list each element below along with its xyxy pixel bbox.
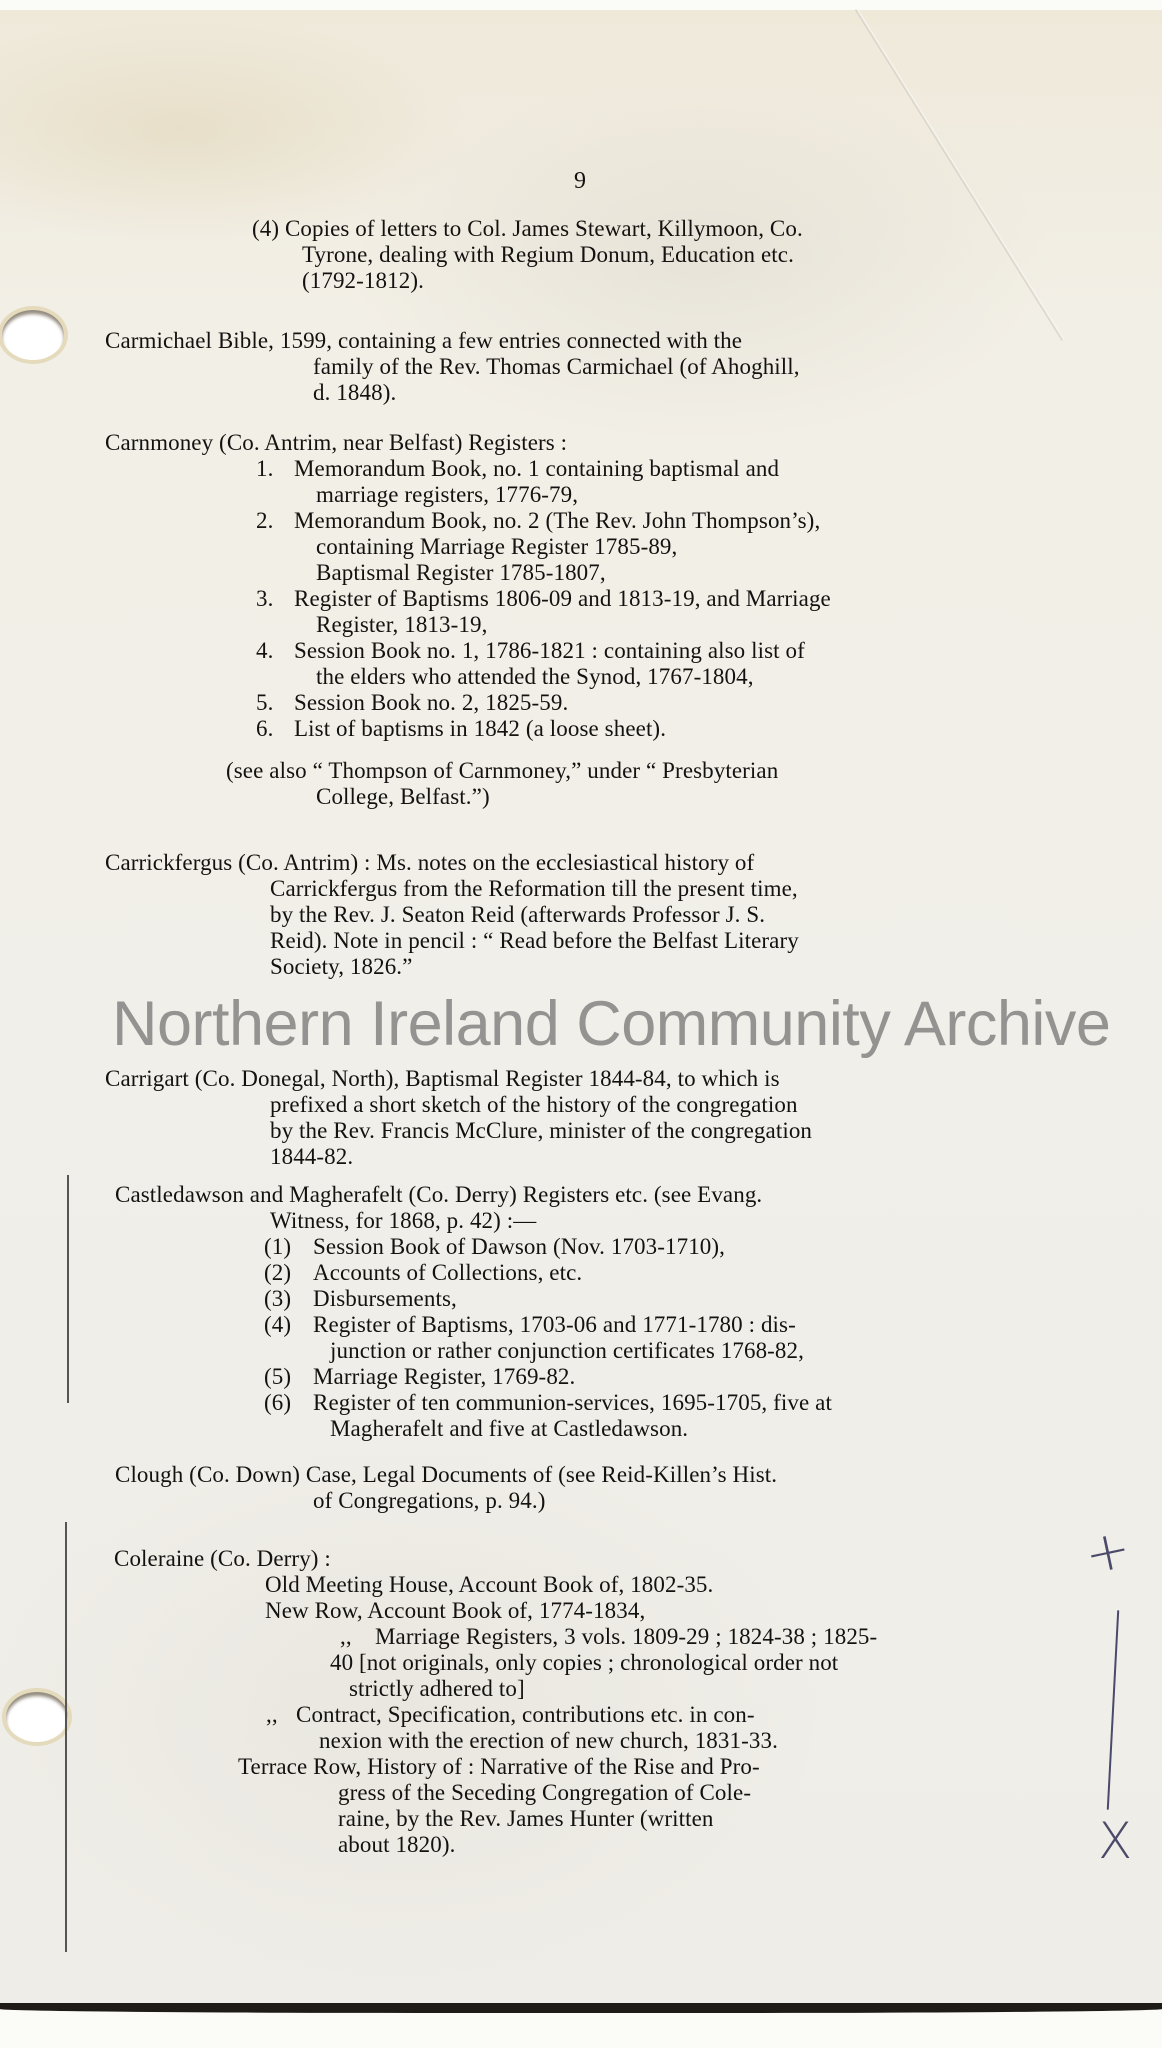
coleraine-ditto-mark: ,, <box>266 1702 278 1727</box>
coleraine-terrace-row-line: raine, by the Rev. James Hunter (written <box>338 1806 714 1831</box>
coleraine-ditto-mark: ,, <box>340 1624 352 1649</box>
entry-stewart-line-3: (1792-1812). <box>302 268 424 293</box>
carnmoney-item-line: marriage registers, 1776-79, <box>316 482 579 507</box>
coleraine-terrace-row-line: about 1820). <box>338 1832 456 1857</box>
castledawson-item-line: Register of ten communion-services, 1695-1705, five at <box>313 1390 832 1415</box>
entry-carrigart-line-1: Carrigart (Co. Donegal, North), Baptismal Register 1844-84, to which is <box>105 1066 780 1091</box>
entry-carrigart-line-3: by the Rev. Francis McClure, minister of the congregation <box>270 1118 813 1143</box>
entry-clough-line-1: Clough (Co. Down) Case, Legal Documents of (see Reid-Killen’s Hist. <box>115 1462 778 1487</box>
entry-coleraine-heading: Coleraine (Co. Derry) : <box>114 1546 331 1571</box>
entry-castledawson-heading-2: Witness, for 1868, p. 42) :— <box>270 1208 537 1233</box>
castledawson-item-num: (2) <box>264 1260 292 1285</box>
coleraine-contract-line: Contract, Specification, contributions etc. in con- <box>296 1702 755 1727</box>
entry-carrigart-line-2: prefixed a short sketch of the history of the congregation <box>270 1092 798 1117</box>
document-page <box>0 10 1162 2005</box>
coleraine-old-meeting: Old Meeting House, Account Book of, 1802-35. <box>265 1572 714 1597</box>
carnmoney-item-line: Session Book no. 2, 1825-59. <box>294 690 569 715</box>
entry-castledawson-heading-1: Castledawson and Magherafelt (Co. Derry) Registers etc. (see Evang. <box>115 1182 763 1207</box>
castledawson-item-line: Marriage Register, 1769-82. <box>313 1364 576 1389</box>
entry-carmichael-line-1: Carmichael Bible, 1599, containing a few entries connected with the <box>105 328 743 353</box>
coleraine-marriage-line: 40 [not originals, only copies ; chronological order not <box>330 1650 839 1675</box>
castledawson-item-line: junction or rather conjunction certificates 1768-82, <box>330 1338 804 1363</box>
entry-stewart-line-1: (4) Copies of letters to Col. James Stewart, Killymoon, Co. <box>252 216 803 241</box>
coleraine-marriage-line: strictly adhered to] <box>349 1676 525 1701</box>
carnmoney-item-num: 2. <box>256 508 274 533</box>
entry-carrickfergus-line-4: Reid). Note in pencil : “ Read before the Belfast Literary <box>270 928 799 953</box>
coleraine-new-row: New Row, Account Book of, 1774-1834, <box>265 1598 646 1623</box>
entry-carrickfergus-line-2: Carrickfergus from the Reformation till the present time, <box>270 876 798 901</box>
castledawson-item-line: Disbursements, <box>313 1286 457 1311</box>
carnmoney-item-line: Baptismal Register 1785-1807, <box>316 560 606 585</box>
carnmoney-item-num: 4. <box>256 638 274 663</box>
carnmoney-item-line: Memorandum Book, no. 2 (The Rev. John Thompson’s), <box>294 508 821 533</box>
carnmoney-item-line: the elders who attended the Synod, 1767-1804, <box>316 664 754 689</box>
coleraine-terrace-row-line: Terrace Row, History of : Narrative of the Rise and Pro- <box>238 1754 760 1779</box>
coleraine-marriage-line: Marriage Registers, 3 vols. 1809-29 ; 1824-38 ; 1825- <box>375 1624 878 1649</box>
carnmoney-item-num: 5. <box>256 690 274 715</box>
castledawson-item-num: (6) <box>264 1390 292 1415</box>
coleraine-terrace-row-line: gress of the Seceding Congregation of Cole- <box>338 1780 752 1805</box>
entry-carmichael-line-2: family of the Rev. Thomas Carmichael (of Ahoghill, <box>313 354 800 379</box>
castledawson-item-num: (3) <box>264 1286 292 1311</box>
entry-carrickfergus-line-5: Society, 1826.” <box>270 954 413 979</box>
punch-hole-top <box>2 310 64 360</box>
pencil-cross-mark: + <box>1078 1515 1137 1588</box>
carnmoney-item-line: Memorandum Book, no. 1 containing baptismal and <box>294 456 780 481</box>
paper-fold-crease <box>855 8 1064 340</box>
carnmoney-item-line: List of baptisms in 1842 (a loose sheet). <box>294 716 667 741</box>
entry-carrickfergus-line-1: Carrickfergus (Co. Antrim) : Ms. notes on the ecclesiastical history of <box>105 850 755 875</box>
castledawson-item-line: Magherafelt and five at Castledawson. <box>330 1416 689 1441</box>
carnmoney-item-num: 1. <box>256 456 274 481</box>
carnmoney-item-line: containing Marriage Register 1785-89, <box>316 534 678 559</box>
castledawson-item-num: (4) <box>264 1312 292 1337</box>
carnmoney-item-line: Register of Baptisms 1806-09 and 1813-19, and Marriage <box>294 586 831 611</box>
carnmoney-item-line: Session Book no. 1, 1786-1821 : containing also list of <box>294 638 805 663</box>
archive-watermark: Northern Ireland Community Archive <box>112 989 1111 1059</box>
page-number: 9 <box>574 168 587 194</box>
carnmoney-item-line: Register, 1813-19, <box>316 612 488 637</box>
castledawson-item-num: (1) <box>264 1234 292 1259</box>
carnmoney-item-num: 3. <box>256 586 274 611</box>
entry-carnmoney-heading: Carnmoney (Co. Antrim, near Belfast) Registers : <box>105 430 568 455</box>
margin-line-coleraine <box>65 1522 67 1952</box>
entry-carrigart-line-4: 1844-82. <box>270 1144 354 1169</box>
punch-hole-bottom <box>6 1692 68 1742</box>
castledawson-item-num: (5) <box>264 1364 292 1389</box>
carnmoney-see-also-line-1: (see also “ Thompson of Carnmoney,” under “ Presbyterian <box>226 758 779 783</box>
coleraine-contract-line: nexion with the erection of new church, 1831-33. <box>319 1728 778 1753</box>
carnmoney-see-also-line-2: College, Belfast.”) <box>316 784 490 809</box>
entry-clough-line-2: of Congregations, p. 94.) <box>313 1488 546 1513</box>
castledawson-item-line: Accounts of Collections, etc. <box>313 1260 583 1285</box>
castledawson-item-line: Session Book of Dawson (Nov. 1703-1710), <box>313 1234 726 1259</box>
entry-stewart-line-2: Tyrone, dealing with Regium Donum, Education etc. <box>302 242 794 267</box>
pencil-vertical-line <box>1107 1610 1119 1810</box>
margin-line-castledawson <box>67 1175 69 1403</box>
entry-carrickfergus-line-3: by the Rev. J. Seaton Reid (afterwards Professor J. S. <box>270 902 766 927</box>
castledawson-item-line: Register of Baptisms, 1703-06 and 1771-1780 : dis- <box>313 1312 796 1337</box>
entry-carmichael-line-3: d. 1848). <box>313 380 397 405</box>
carnmoney-item-num: 6. <box>256 716 274 741</box>
pencil-x-mark: X <box>1098 1812 1133 1870</box>
